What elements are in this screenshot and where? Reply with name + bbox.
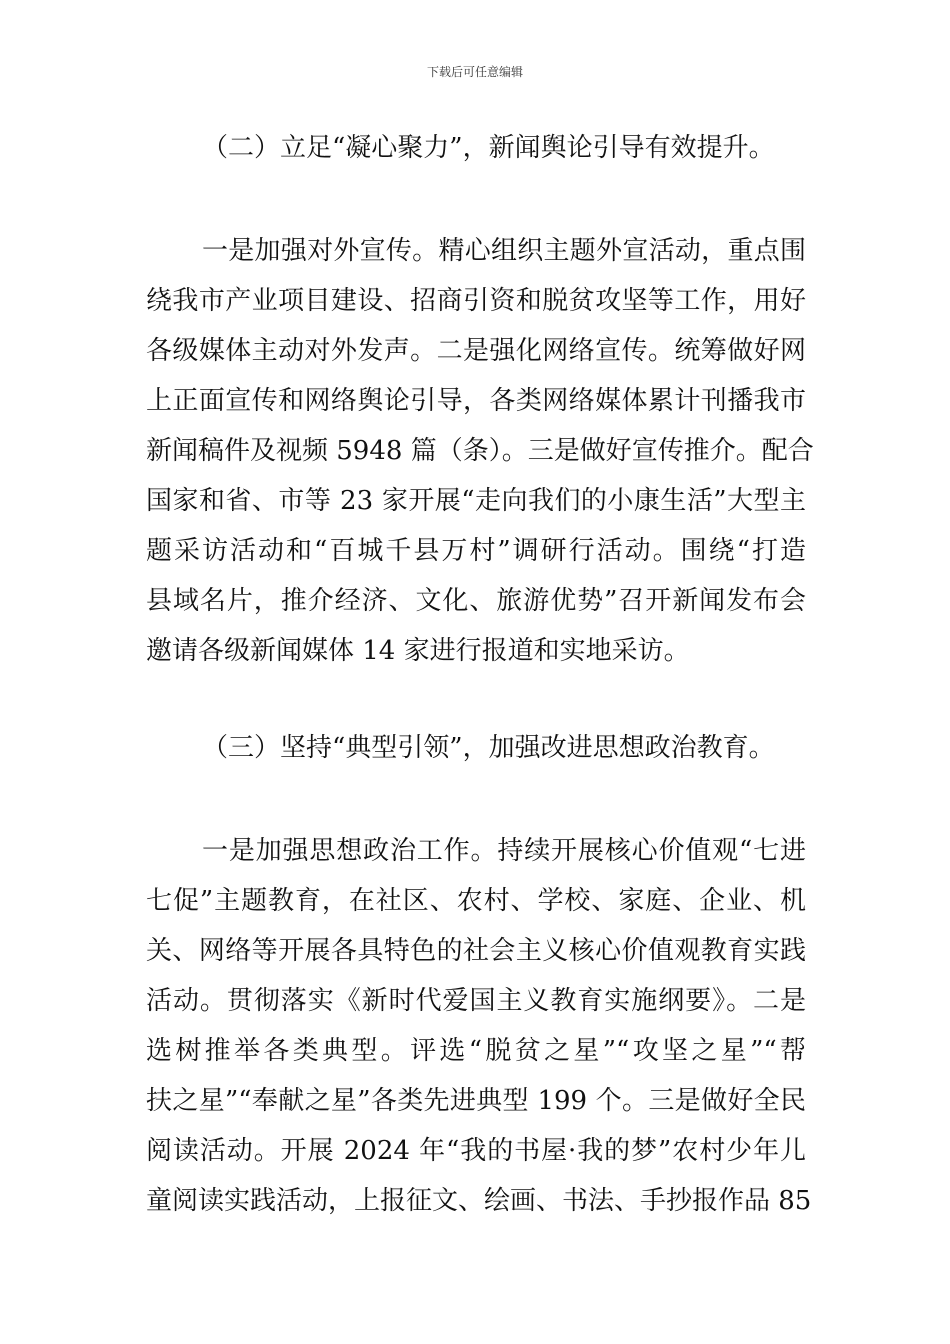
section-heading-3: （三）坚持“典型引领”，加强改进思想政治教育。 bbox=[202, 733, 775, 763]
paragraph-line: 阅读活动。开展 2024 年“我的书屋·我的梦”农村少年儿 bbox=[146, 1136, 806, 1166]
paragraph-line: 七促”主题教育，在社区、农村、学校、家庭、企业、机 bbox=[146, 886, 806, 916]
paragraph-line: 童阅读实践活动，上报征文、绘画、书法、手抄报作品 85 bbox=[146, 1186, 812, 1216]
paragraph-line: 题采访活动和“百城千县万村”调研行活动。围绕“打造 bbox=[146, 536, 806, 566]
paragraph-line: 国家和省、市等 23 家开展“走向我们的小康生活”大型主 bbox=[146, 486, 806, 516]
paragraph-line: 绕我市产业项目建设、招商引资和脱贫攻坚等工作，用好 bbox=[146, 286, 806, 316]
section-3-paragraph bbox=[146, 826, 812, 1226]
paragraph-line: 新闻稿件及视频 5948 篇（条）。三是做好宣传推介。配合 bbox=[146, 436, 814, 466]
paragraph-line: 各级媒体主动对外发声。二是强化网络宣传。统筹做好网 bbox=[146, 336, 806, 366]
section-2-paragraph bbox=[146, 226, 814, 676]
paragraph-line: 活动。贯彻落实《新时代爱国主义教育实施纲要》。二是 bbox=[146, 986, 806, 1016]
paragraph-line: 选树推举各类典型。评选“脱贫之星”“攻坚之星”“帮 bbox=[146, 1036, 806, 1066]
paragraph-line: 上正面宣传和网络舆论引导，各类网络媒体累计刊播我市 bbox=[146, 386, 806, 416]
paragraph-line: 县域名片，推介经济、文化、旅游优势”召开新闻发布会 bbox=[146, 586, 806, 616]
paragraph-line: 一是加强思想政治工作。持续开展核心价值观“七进 bbox=[202, 836, 806, 866]
paragraph-line: 一是加强对外宣传。精心组织主题外宣活动，重点围 bbox=[202, 236, 806, 266]
header-note: 下载后可任意编辑 bbox=[426, 65, 523, 79]
paragraph-line: 关、网络等开展各具特色的社会主义核心价值观教育实践 bbox=[146, 936, 806, 966]
section-heading-2: （二）立足“凝心聚力”，新闻舆论引导有效提升。 bbox=[202, 133, 775, 163]
paragraph-line: 邀请各级新闻媒体 14 家进行报道和实地采访。 bbox=[146, 636, 690, 666]
paragraph-line: 扶之星”“奉献之星”各类先进典型 199 个。三是做好全民 bbox=[146, 1086, 806, 1116]
